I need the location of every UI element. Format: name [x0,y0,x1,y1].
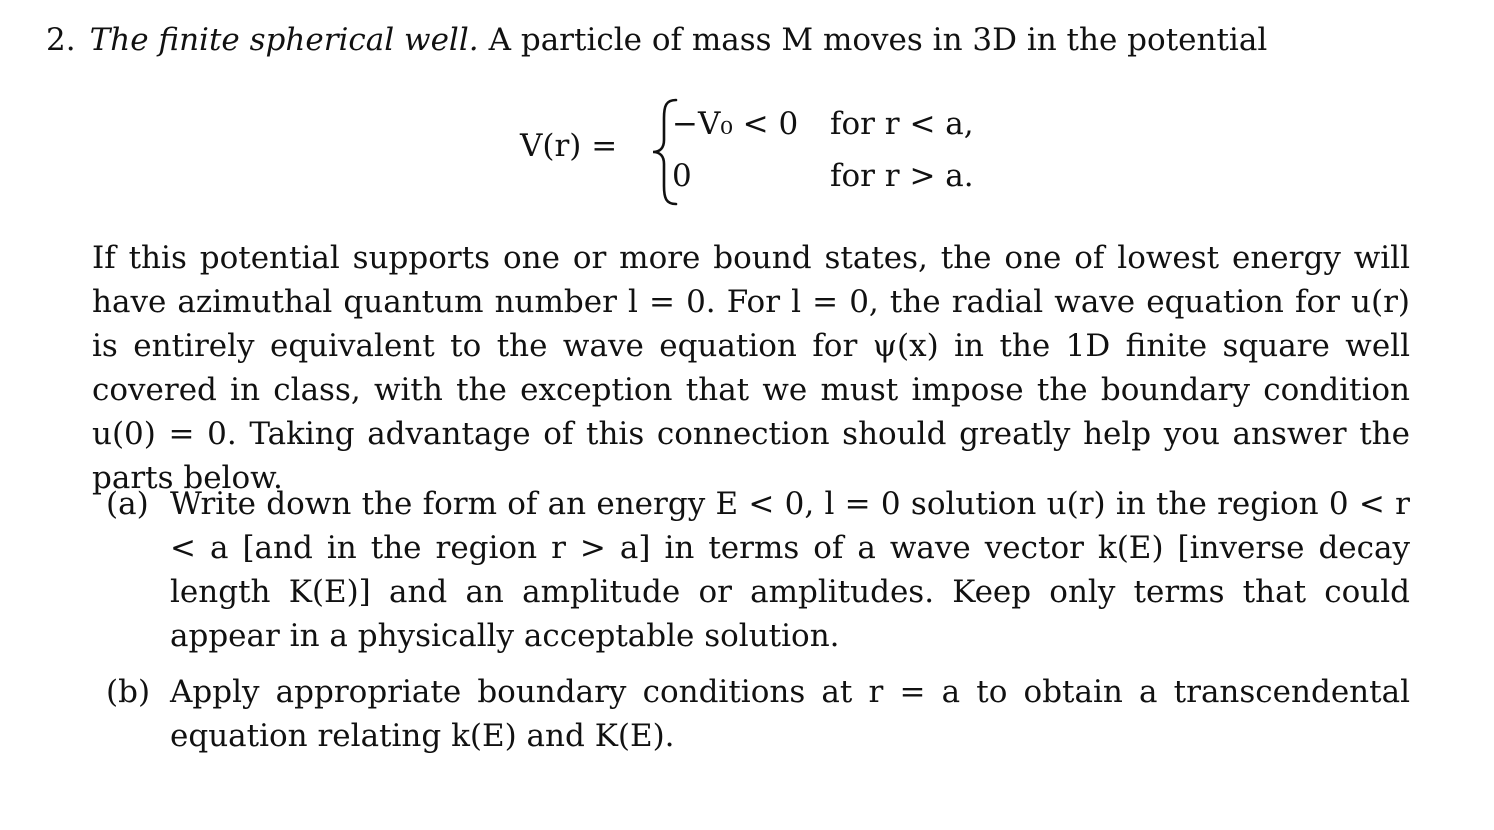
case-1-condition: for r < a, [830,106,974,142]
part-a-text: Write down the form of an energy E < 0, l = 0 solution u(r) in the region 0 < r < a [and in the region r > a] in terms of a wave vector k(E) [inverse decay length K(E)] and an amplitude or amplitudes. Keep only terms that could appear in a physically acceptable solution. [170,486,1410,654]
problem-number: 2. [46,22,76,58]
part-a-label: (a) [106,486,149,522]
part-a [100,482,1410,658]
problem-intro-sentence: A particle of mass M moves in 3D in the potential [488,22,1268,58]
intro-paragraph: If this potential supports one or more bound states, the one of lowest energy will have azimuthal quantum number l = 0. For l = 0, the radial wave equation for u(r) is entirely equivalent to the wave equation for ψ(x) in the 1D finite square well covered in class, with the exception that we must impose the boundary condition u(0) = 0. Taking advantage of this connection should greatly help you answer the parts below. [92,240,1410,496]
case-2-condition: for r > a. [830,158,974,194]
case-2-value: 0 [672,158,692,194]
case-1-value: −V₀ < 0 [672,106,799,142]
part-b-text: Apply appropriate boundary conditions at r = a to obtain a transcendental equation relating k(E) and K(E). [170,674,1410,754]
part-b-label: (b) [106,674,151,710]
equation-lhs: V(r) = [520,128,618,164]
problem-topic: The finite spherical well. [89,22,479,58]
potential-equation [520,96,990,208]
problem-heading [46,18,1267,62]
part-b [100,670,1410,758]
